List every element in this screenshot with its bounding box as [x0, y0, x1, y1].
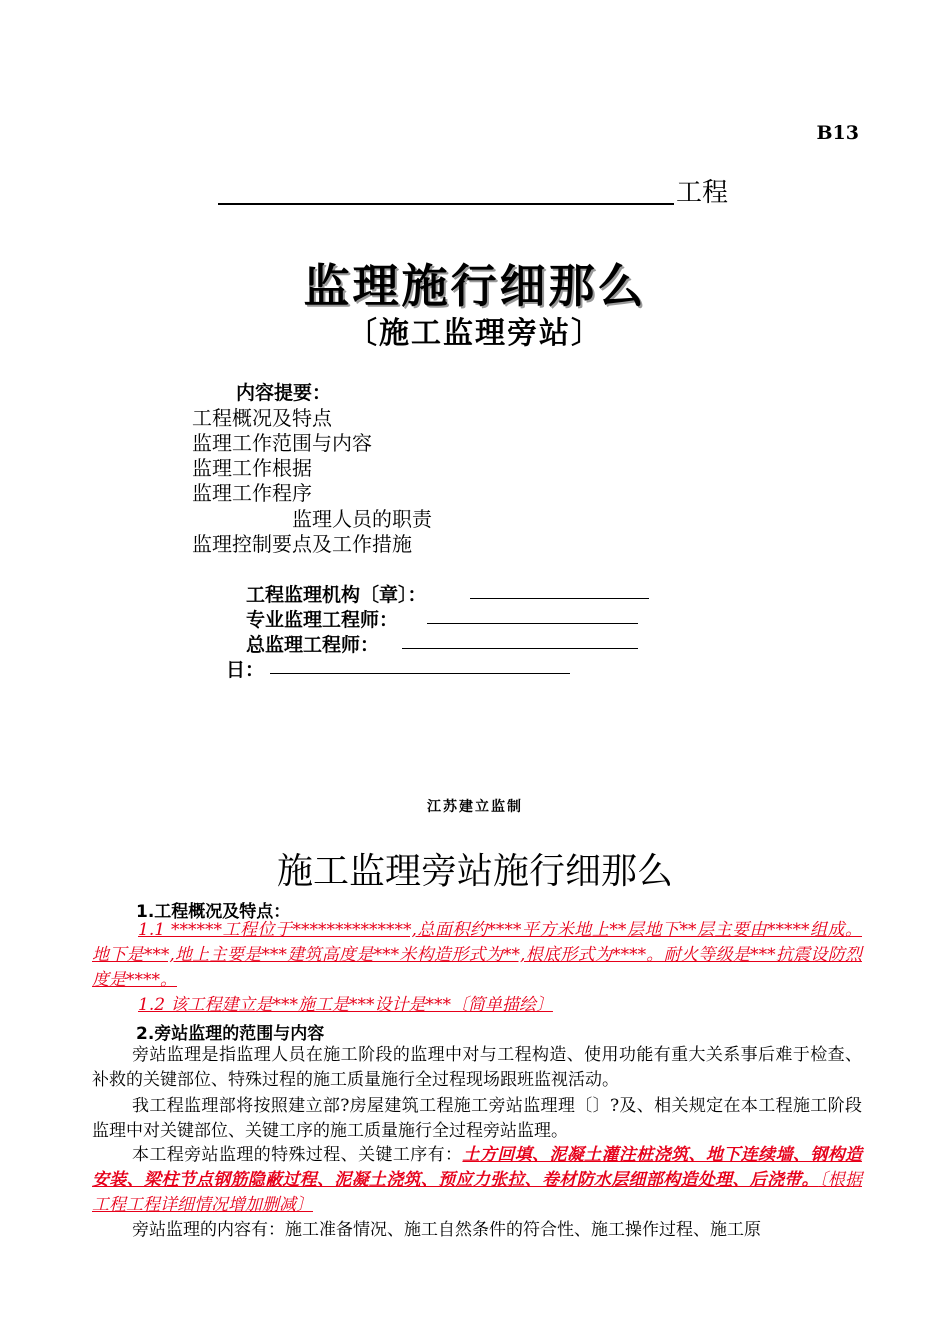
signature-date-label: 日： [226, 659, 265, 681]
signature-chief-label: 总监理工程师： [246, 634, 380, 656]
signature-chief-line [402, 648, 638, 649]
contents-item: 监理工作范围与内容 [192, 431, 372, 455]
contents-item: 监理工作根据 [192, 456, 312, 480]
signature-specialist-line [427, 623, 638, 624]
cover-title: 监理施行细那么 [303, 259, 647, 313]
paragraph-3 [92, 1143, 862, 1218]
signature-date-line [270, 673, 570, 674]
signature-org-line [470, 598, 649, 599]
section-1-heading: 1.工程概况及特点： [136, 902, 291, 922]
document-code: B13 [816, 122, 859, 144]
contents-item: 工程概况及特点 [192, 406, 332, 430]
paragraph-3-key-processes: 土方回填、泥凝土灌注桩浇筑、地下连续墙、钢构造安装、梁柱节点钢筋隐蔽过程、泥凝土浇筑、预应力张拉、卷材防水层细部构造处理、后浇带。 [92, 1145, 863, 1190]
contents-item: 监理人员的职责 [292, 507, 432, 531]
section-2-heading: 2.旁站监理的范围与内容 [136, 1024, 325, 1044]
paragraph-3-note: 〔根据工程工程详细情况增加删减〕 [92, 1170, 863, 1215]
cover-subtitle: 〔施工监理旁站〕 [347, 316, 603, 351]
project-suffix: 工程 [676, 178, 729, 208]
section-1-2-text: 1.2 该工程建立是***施工是***设计是***〔简单描绘〕 [138, 995, 553, 1015]
paragraph-4: 旁站监理的内容有：施工准备情况、施工自然条件的符合性、施工操作过程、施工原 [132, 1220, 761, 1240]
contents-item: 监理控制要点及工作措施 [192, 532, 412, 556]
paragraph-3-lead: 本工程旁站监理的特殊过程、关键工序有： [132, 1145, 463, 1165]
contents-item: 监理工作程序 [192, 481, 312, 505]
project-name-blank [218, 203, 674, 205]
signature-specialist-label: 专业监理工程师： [246, 609, 399, 631]
signature-org-label: 工程监理机构〔章〕： [246, 584, 427, 606]
section-1-1-text: 1.1 ******工程位于**************,总面积约****平方米地上**层地下**层主要由*****组成。地下是***,地上主要是***建筑高度是***米构造形式为**,根底形式为****。耐火等级是***抗震设防烈度是****。 [92, 920, 862, 990]
section-title: 施工监理旁站施行细那么 [276, 851, 673, 892]
paragraph-1: 旁站监理是指监理人员在施工阶段的监理中对与工程构造、使用功能有重大关系事后难于检查、补救的关键部位、特殊过程的施工质量施行全过程现场跟班监视活动。 [92, 1045, 862, 1090]
issuer: 江苏建立监制 [427, 799, 523, 815]
section-1-1 [92, 918, 862, 993]
contents-heading: 内容提要： [236, 382, 332, 404]
paragraph-2: 我工程监理部将按照建立部?房屋建筑工程施工旁站监理理〔〕?及、相关规定在本工程施工阶段监理中对关键部位、关键工序的施工质量施行全过程旁站监理。 [92, 1096, 862, 1141]
section-1-2 [92, 993, 862, 1018]
